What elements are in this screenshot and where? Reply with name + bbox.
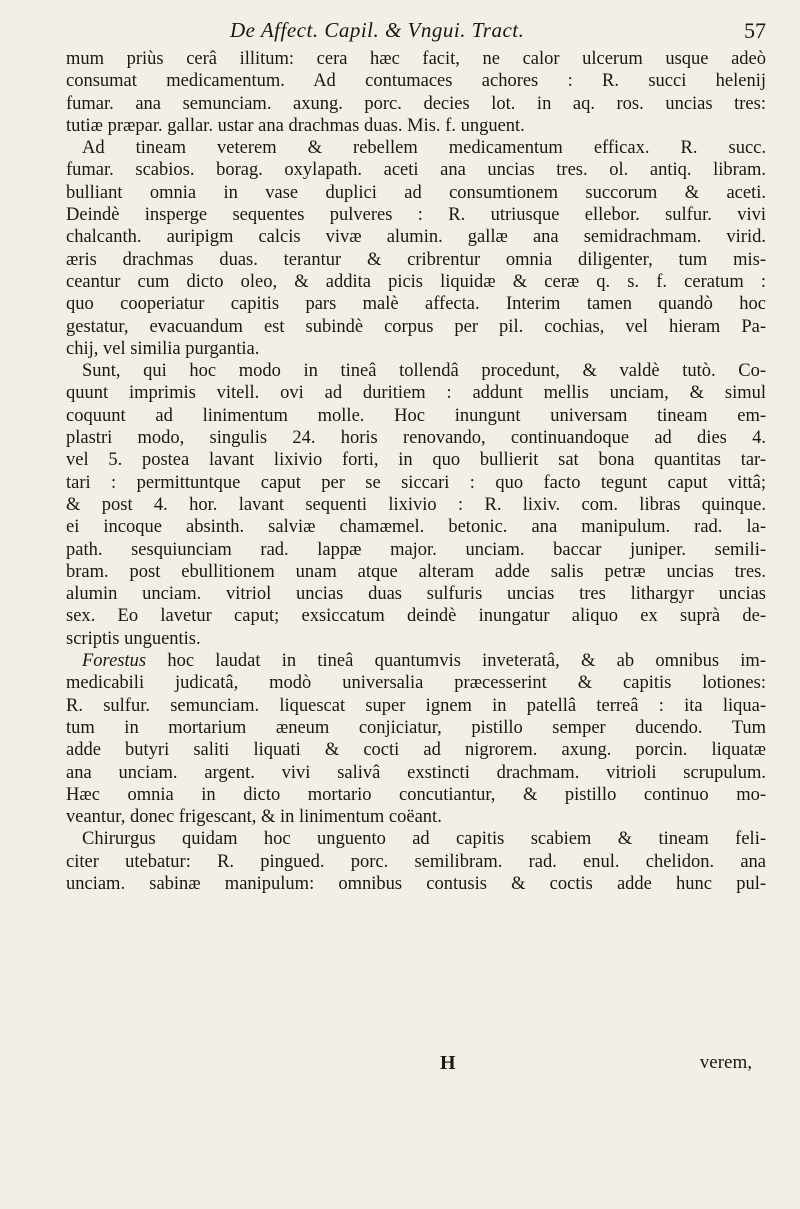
text-line (66, 226, 766, 248)
text-line-content: hoc laudat in tineâ quantumvis inveteratâ, & ab omnibus im- (167, 651, 766, 672)
text-line (66, 806, 766, 828)
text-line-content: Deindè insperge sequentes pulveres : R. utriusque ellebor. sulfur. vivi (66, 205, 766, 226)
text-line (66, 316, 766, 338)
text-line-content: tari : permittuntque caput per se siccari : quo facto tegunt caput vittâ; (66, 472, 766, 493)
text-line-content: gestatur, evacuandum est subindè corpus per pil. cochias, vel hieram Pa- (66, 316, 766, 337)
text-line-content: citer utebatur: R. pingued. porc. semilibram. rad. enul. chelidon. ana (66, 851, 766, 872)
signature-mark: H (440, 1052, 456, 1074)
text-line (66, 695, 766, 717)
text-line (66, 672, 766, 694)
text-line-content: tutiæ præpar. gallar. ustar ana drachmas duas. Mis. f. unguent. (66, 115, 525, 136)
text-line-content: vel 5. postea lavant lixivio forti, in quo bullierit sat bona quantitas tar- (66, 450, 766, 471)
text-line-content: R. sulfur. semunciam. liquescat super ignem in patellâ terreâ : ita liqua- (66, 695, 766, 716)
text-line (66, 650, 766, 672)
text-line (66, 182, 766, 204)
text-line (66, 762, 766, 784)
text-line-content: coquunt ad linimentum molle. Hoc inungunt universam tineam em- (66, 405, 766, 426)
text-line (66, 115, 766, 137)
text-line-content: Ad tineam veterem & rebellem medicamentum efficax. R. succ. (82, 138, 766, 159)
text-line-content: fumar. scabios. borag. oxylapath. aceti ana uncias tres. ol. antiq. libram. (66, 160, 766, 181)
text-line (66, 605, 766, 627)
text-line-content: æris drachmas duas. terantur & cribrentur omnia diligenter, tum mis- (66, 249, 766, 270)
text-line (66, 70, 766, 92)
text-line-content: chalcanth. auripigm calcis vivæ alumin. gallæ ana semidrachmam. virid. (66, 227, 766, 248)
text-line (66, 628, 766, 650)
text-line (66, 204, 766, 226)
text-line (66, 539, 766, 561)
text-line (66, 249, 766, 271)
catchword: verem, (699, 1052, 752, 1073)
text-line (66, 717, 766, 739)
main-text (66, 48, 766, 895)
text-line (66, 382, 766, 404)
text-line-content: ceantur cum dicto oleo, & addita picis liquidæ & ceræ q. s. f. ceratum : (66, 271, 766, 292)
text-line-content: mum priùs cerâ illitum: cera hæc facit, ne calor ulcerum usque adeò (66, 49, 766, 69)
text-line-content: adde butyri saliti liquati & cocti ad nigrorem. axung. porcin. liquatæ (66, 740, 766, 761)
text-line (66, 405, 766, 427)
text-line-content: ana unciam. argent. vivi salivâ exstincti drachmam. vitrioli scrupulum. (66, 762, 766, 783)
running-head (0, 14, 800, 48)
text-line (66, 427, 766, 449)
text-line (66, 583, 766, 605)
text-line-content: veantur, donec frigescant, & in linimentum coëant. (66, 807, 442, 828)
text-line-content: sex. Eo lavetur caput; exsiccatum deindè inungatur aliquo ex suprà de- (66, 606, 766, 627)
text-line (66, 851, 766, 873)
page-footer (66, 1052, 766, 1078)
text-line (66, 449, 766, 471)
text-line-content: fumar. ana semunciam. axung. porc. decies lot. in aq. ros. uncias tres: (66, 93, 766, 114)
text-line-content: & post 4. hor. lavant sequenti lixivio : R. lixiv. com. libras quinque. (66, 494, 766, 515)
text-line (66, 472, 766, 494)
text-line (66, 93, 766, 115)
text-line (66, 828, 766, 850)
text-line-content: Hæc omnia in dicto mortario concutiantur, & pistillo continuo mo- (66, 784, 766, 805)
text-line-content: chij, vel similia purgantia. (66, 338, 260, 359)
text-line-content: consumat medicamentum. Ad contumaces achores : R. succi helenij (66, 71, 766, 92)
text-line (66, 873, 766, 895)
text-line (66, 784, 766, 806)
text-line (66, 516, 766, 538)
text-line-content: path. sesquiunciam rad. lappæ major. unciam. baccar juniper. semili- (66, 539, 766, 560)
text-line-content: bulliant omnia in vase duplici ad consumtionem succorum & aceti. (66, 182, 766, 203)
text-line (66, 293, 766, 315)
text-line (66, 494, 766, 516)
text-line (66, 48, 766, 70)
page-number: 57 (744, 18, 766, 43)
text-line-content: Sunt, qui hoc modo in tineâ tollendâ procedunt, & valdè tutò. Co- (82, 361, 766, 382)
text-line (66, 271, 766, 293)
text-line (66, 360, 766, 382)
text-line (66, 338, 766, 360)
text-line-content: quo cooperiatur capitis pars malè affecta. Interim tamen quandò hoc (66, 294, 766, 315)
text-line-content: ei incoque absinth. salviæ chamæmel. betonic. ana manipulum. rad. la- (66, 517, 766, 538)
text-line-content: bram. post ebullitionem unam atque alteram adde salis petræ uncias tres. (66, 561, 766, 582)
text-line (66, 159, 766, 181)
text-line-content: alumin unciam. vitriol uncias duas sulfuris uncias tres lithargyr uncias (66, 584, 766, 605)
text-line-content: scriptis unguentis. (66, 628, 201, 649)
text-line-content: medicabili judicatâ, modò universalia præcesserint & capitis lotiones: (66, 673, 766, 694)
text-line-content: tum in mortarium æneum conjiciatur, pistillo semper ducendo. Tum (66, 717, 766, 738)
text-line (66, 739, 766, 761)
author-name: Forestus (82, 651, 147, 672)
text-line-content: Chirurgus quidam hoc unguento ad capitis scabiem & tineam feli- (82, 829, 766, 850)
text-line-content: unciam. sabinæ manipulum: omnibus contusis & coctis adde hunc pul- (66, 873, 766, 894)
text-line (66, 137, 766, 159)
text-line-content: plastri modo, singulis 24. horis renovando, continuandoque ad dies 4. (66, 428, 766, 449)
text-line-content: quunt imprimis vitell. ovi ad duritiem : addunt mellis unciam, & simul (66, 383, 766, 404)
text-line (66, 561, 766, 583)
running-title: De Affect. Capil. & Vngui. Tract. (230, 18, 525, 42)
